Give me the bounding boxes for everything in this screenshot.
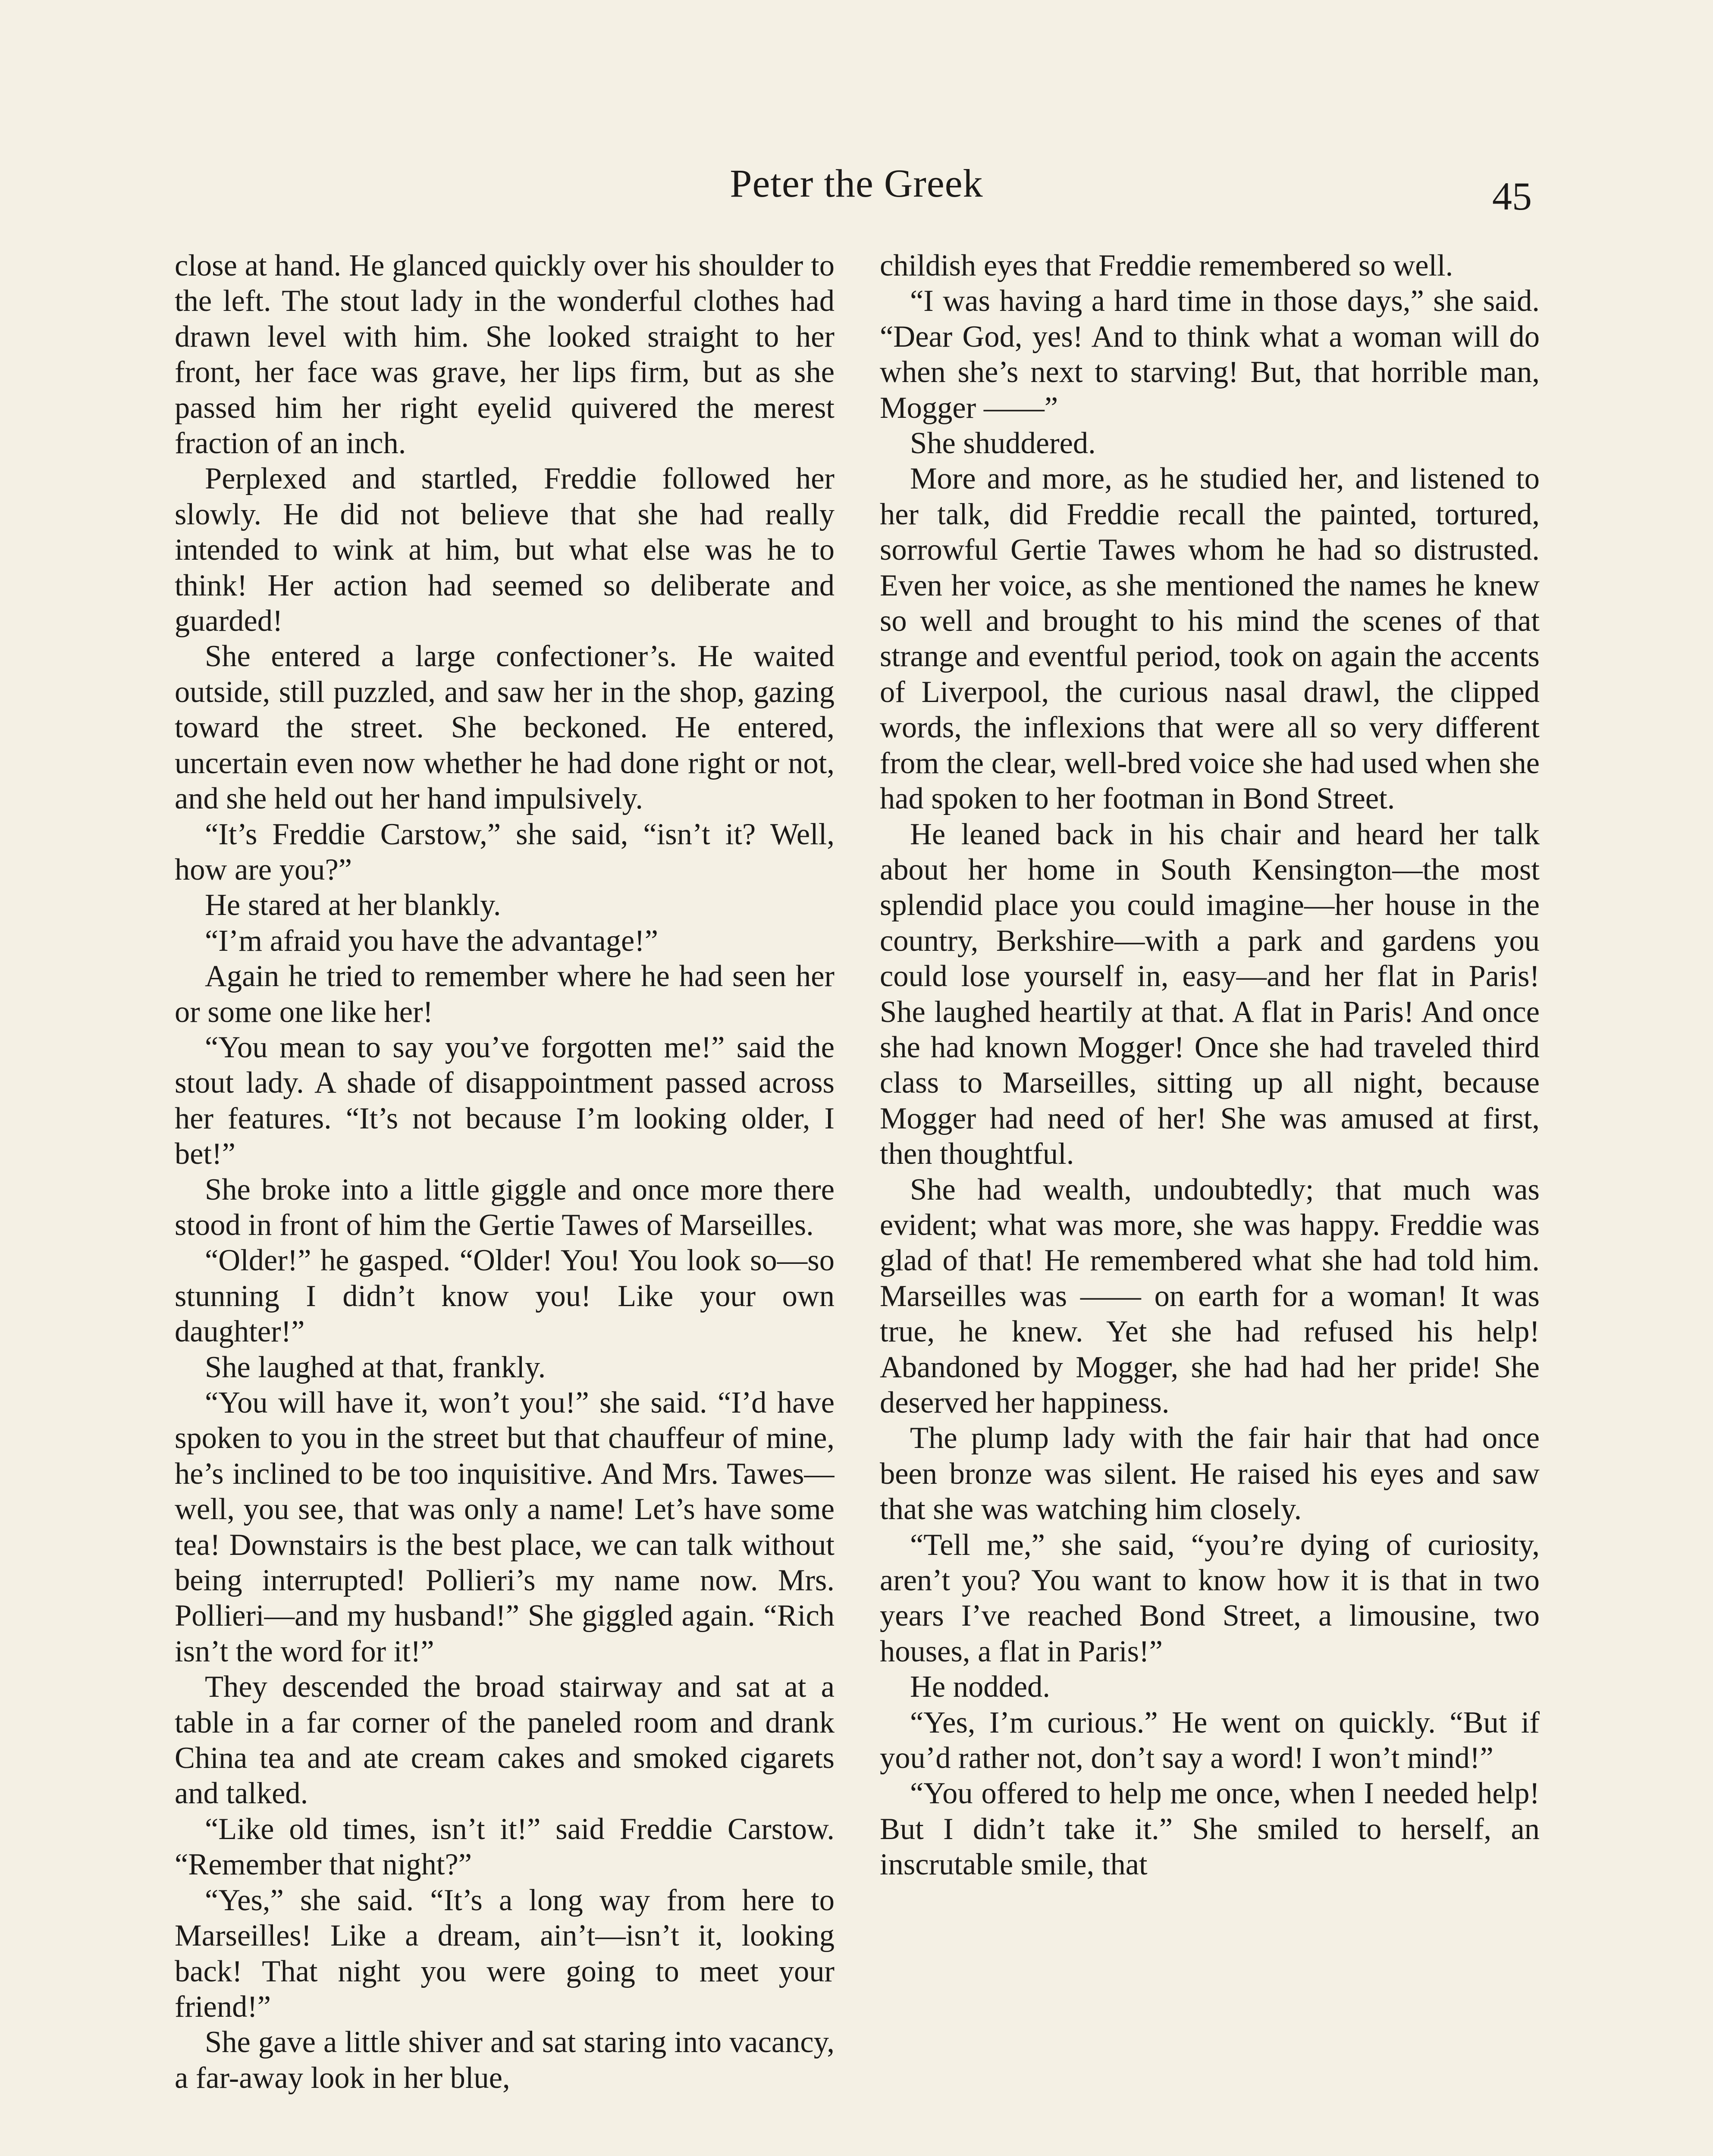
paragraph: She had wealth, undoubtedly; that much was evident; what was more, she was happy. Freddie was glad of that! He remembered what she had told him. Marseilles was —— on earth for a woman! It was true, he knew. Yet she had refused his help! Abandoned by Mogger, she had had her pride! She deserved her happiness. xyxy=(880,1172,1540,1420)
paragraph: More and more, as he studied her, and listened to her talk, did Freddie recall the painted, tortured, sorrowful Gertie Tawes whom he had so distrusted. Even her voice, as she mentioned the names he knew so well and brought to his mind the scenes of that strange and eventful period, took on again the accents of Liverpool, the curious nasal drawl, the clipped words, the inflexions that were all so very different from the clear, well-bred voice she had used when she had spoken to her footman in Bond Street. xyxy=(880,462,1540,816)
page-header xyxy=(0,155,1713,220)
paragraph: “I was having a hard time in those days,” she said. “Dear God, yes! And to think what a woman will do when she’s next to starving! But, that horrible man, Mogger ——” xyxy=(880,284,1540,425)
paragraph: She entered a large confectioner’s. He waited outside, still puzzled, and saw her in the shop, gazing toward the street. She beckoned. He entered, uncertain even now whether he had done right or not, and she held out her hand impulsively. xyxy=(175,639,835,816)
paragraph: close at hand. He glanced quickly over his shoulder to the left. The stout lady in the wonderful clothes had drawn level with him. She looked straight to her front, her face was grave, her lips firm, but as she passed him her right eyelid quivered the merest fraction of an inch. xyxy=(175,249,835,461)
paragraph: “Yes, I’m curious.” He went on quickly. “But if you’d rather not, don’t say a word! I won’t mind!” xyxy=(880,1705,1540,1775)
left-text-column xyxy=(175,248,835,2156)
paragraph: “You mean to say you’ve forgotten me!” said the stout lady. A shade of disappointment passed across her features. “It’s not because I’m looking older, I bet!” xyxy=(175,1030,835,1171)
paragraph: “It’s Freddie Carstow,” she said, “isn’t it? Well, how are you?” xyxy=(175,817,835,887)
paragraph: She laughed at that, frankly. xyxy=(205,1350,546,1384)
paragraph: “You will have it, won’t you!” she said. “I’d have spoken to you in the street but that chauffeur of mine, he’s inclined to be too inquisitive. And Mrs. Tawes—well, you see, that was only a name! Let’s have some tea! Downstairs is the best place, we can talk without being interrupted! Pollieri’s my name now. Mrs. Pollieri—and my husband!” She giggled again. “Rich isn’t the word for it!” xyxy=(175,1386,835,1668)
paragraph: They descended the broad stairway and sat at a table in a far corner of the paneled room and drank China tea and ate cream cakes and smoked cigarets and talked. xyxy=(175,1670,835,1811)
paragraph: She gave a little shiver and sat staring into vacancy, a far-away look in her blue, xyxy=(175,2025,835,2095)
paragraph: The plump lady with the fair hair that had once been bronze was silent. He raised his eyes and saw that she was watching him closely. xyxy=(880,1421,1540,1526)
paragraph: “Yes,” she said. “It’s a long way from here to Marseilles! Like a dream, ain’t—isn’t it, looking back! That night you were going to meet your friend!” xyxy=(175,1883,835,2024)
paragraph: “You offered to help me once, when I needed help! But I didn’t take it.” She smiled to herself, an inscrutable smile, that xyxy=(880,1777,1540,1882)
paragraph: She broke into a little giggle and once more there stood in front of him the Gertie Tawes of Marseilles. xyxy=(175,1172,835,1242)
paragraph: “Tell me,” she said, “you’re dying of curiosity, aren’t you? You want to know how it is that in two years I’ve reached Bond Street, a limousine, two houses, a flat in Paris!” xyxy=(880,1528,1540,1668)
right-text-column xyxy=(880,248,1540,2156)
paragraph: He stared at her blankly. xyxy=(205,888,501,922)
paragraph: She shuddered. xyxy=(910,426,1096,461)
running-title: Peter the Greek xyxy=(730,161,983,205)
paragraph: Again he tried to remember where he had seen her or some one like her! xyxy=(175,959,835,1029)
paragraph: childish eyes that Freddie remembered so well. xyxy=(880,249,1453,282)
page-number: 45 xyxy=(1492,174,1532,218)
paragraph: “I’m afraid you have the advantage!” xyxy=(205,924,659,958)
paragraph: “Older!” he gasped. “Older! You! You look so—so stunning I didn’t know you! Like your own daughter!” xyxy=(175,1244,835,1349)
paragraph: “Like old times, isn’t it!” said Freddie Carstow. “Remember that night?” xyxy=(175,1812,835,1882)
paragraph: He nodded. xyxy=(910,1670,1050,1704)
paragraph: Perplexed and startled, Freddie followed her slowly. He did not believe that she had really intended to wink at him, but what else was he to think! Her action had seemed so deliberate and guarded! xyxy=(175,462,835,638)
paragraph: He leaned back in his chair and heard her talk about her home in South Kensington—the most splendid place you could imagine—her house in the country, Berkshire—with a park and gardens you could lose yourself in, easy—and her flat in Paris! She laughed heartily at that. A flat in Paris! And once she had known Mogger! Once she had traveled third class to Marseilles, sitting up all night, because Mogger had need of her! She was amused at first, then thoughtful. xyxy=(880,817,1540,1171)
